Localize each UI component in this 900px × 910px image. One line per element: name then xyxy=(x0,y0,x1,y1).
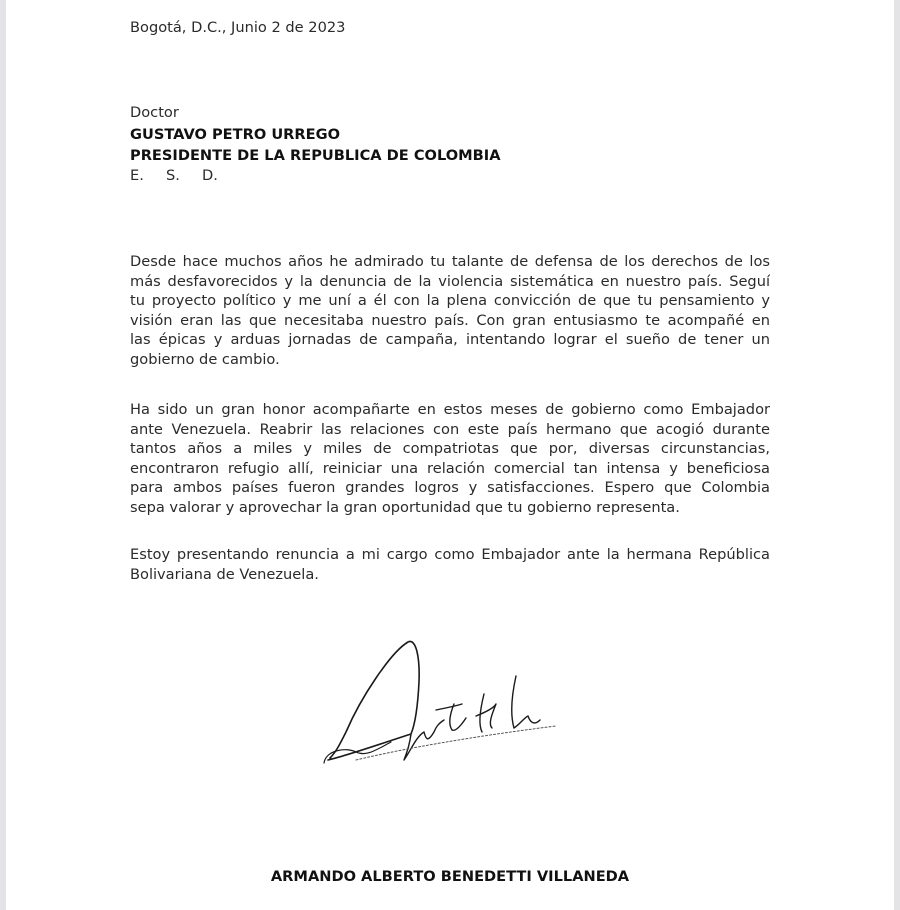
paragraph-line: para ambos países fueron grandes logros y satisfacciones. Espero que Colombia xyxy=(130,479,770,496)
recipient-name: GUSTAVO PETRO URREGO xyxy=(130,125,341,143)
letter-date: Bogotá, D.C., Junio 2 de 2023 xyxy=(130,19,346,36)
signatory-name: ARMANDO ALBERTO BENEDETTI VILLANEDA xyxy=(270,868,630,885)
paragraph-line: gobierno de cambio. xyxy=(130,350,280,368)
paragraph-line: tu proyecto político y me uní a él con la plena convicción de que tu pensamiento y xyxy=(130,292,770,309)
esd-e: E. xyxy=(130,166,144,184)
paragraph-line: las épicas y arduas jornadas de campaña, intentando lograr el sueño de tener un xyxy=(130,331,770,348)
paragraph-line: Ha sido un gran honor acompañarte en estos meses de gobierno como Embajador xyxy=(130,401,770,418)
paragraph-line: Desde hace muchos años he admirado tu talante de defensa de los derechos de los xyxy=(130,253,770,270)
paragraph-2 xyxy=(130,400,770,517)
paragraph-line: Estoy presentando renuncia a mi cargo como Embajador ante la hermana República xyxy=(130,546,770,563)
recipient-esd xyxy=(130,166,770,186)
paragraph-1 xyxy=(130,252,770,369)
paragraph-line: ante Venezuela. Reabrir las relaciones con este país hermano que acogió durante xyxy=(130,420,770,438)
signature-image xyxy=(316,632,576,777)
letter-page xyxy=(6,0,894,910)
paragraph-line: más desfavorecidos y la denuncia de la violencia sistemática en nuestro país. Seguí xyxy=(130,272,770,290)
paragraph-3 xyxy=(130,545,770,584)
recipient-salutation: Doctor xyxy=(130,104,179,121)
paragraph-line: encontraron refugio allí, reiniciar una relación comercial tan intensa y beneficiosa xyxy=(130,459,770,477)
recipient-title: PRESIDENTE DE LA REPUBLICA DE COLOMBIA xyxy=(130,146,501,164)
letter-date-block xyxy=(130,18,770,38)
esd-s: S. xyxy=(166,166,180,184)
paragraph-line: sepa valorar y aprovechar la gran oportunidad que tu gobierno representa. xyxy=(130,498,680,516)
paragraph-line: Bolivariana de Venezuela. xyxy=(130,565,319,583)
recipient-block xyxy=(130,103,770,185)
esd-d: D. xyxy=(202,166,218,184)
paragraph-line: visión eran las que necesitaba nuestro país. Con gran entusiasmo te acompañé en xyxy=(130,311,770,329)
paragraph-line: tantos años a miles y miles de compatriotas que por, diversas circunstancias, xyxy=(130,440,770,457)
